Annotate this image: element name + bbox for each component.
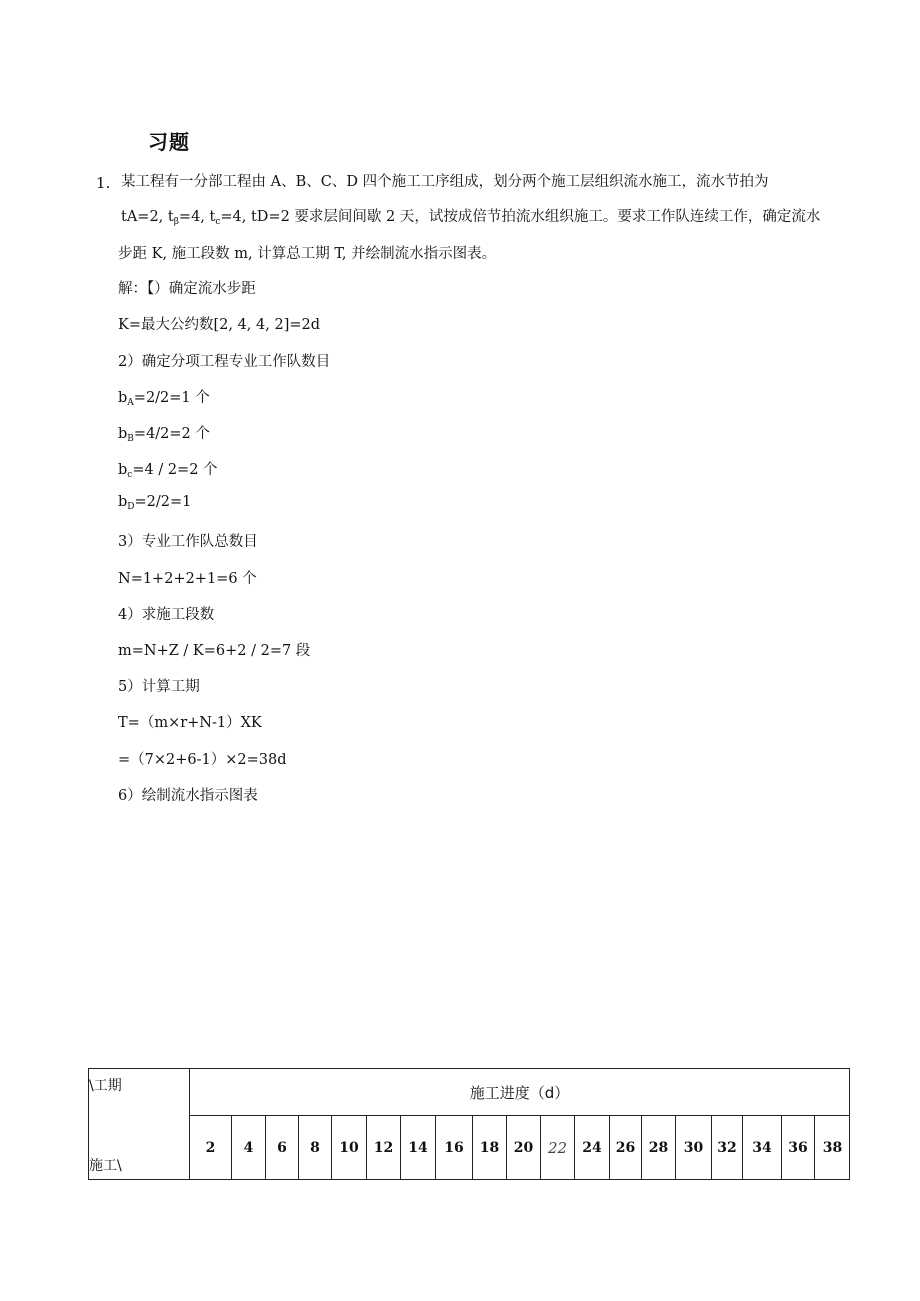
solution-t-result: =（7×2+6-1）×2=38d — [118, 752, 287, 768]
progress-header: 施工进度（d） — [190, 1069, 849, 1116]
solution-step-3: 3）专业工作队总数目 — [118, 534, 258, 550]
page-title: 习题 — [148, 130, 190, 154]
problem-text-line-1: 某工程有一分部工程由 A、B、C、D 四个施工工序组成，划分两个施工层组织流水施工，流水节拍为 — [121, 174, 769, 190]
day-cell-6: 6 — [265, 1116, 298, 1179]
solution-k-formula: K=最大公约数[2, 4, 4, 2]=2d — [118, 317, 321, 333]
solution-step-2: 2）确定分项工程专业工作队数目 — [118, 354, 331, 370]
corner-label-duration: \工期 — [89, 1078, 122, 1094]
day-cell-26: 26 — [609, 1116, 641, 1179]
problem-number: 1. — [96, 174, 111, 192]
solution-step-5: 5）计算工期 — [118, 679, 200, 695]
solution-b-a: $b_A=2/2=1$ 个 — [118, 390, 210, 408]
problem-text-line-2: tA=2, $t_\beta=4$, $t_c=4$, tD=2 要求层间间歇 2 天，试按成倍节拍流水组织施工。要求工作队连续工作，确定流水 — [121, 209, 821, 227]
day-cell-8: 8 — [298, 1116, 331, 1179]
day-cell-10: 10 — [331, 1116, 366, 1179]
schedule-table — [88, 1068, 850, 1180]
solution-m-formula: m=N+Z / K=6+2 / 2=7 段 — [118, 643, 311, 659]
day-cell-36: 36 — [781, 1116, 814, 1179]
day-cell-16: 16 — [435, 1116, 472, 1179]
day-cell-28: 28 — [641, 1116, 675, 1179]
solution-intro: 解：【）确定流水步距 — [118, 281, 256, 297]
corner-label-construction: 施工\ — [89, 1158, 122, 1174]
solution-step-4: 4）求施工段数 — [118, 607, 215, 623]
day-row — [190, 1116, 849, 1179]
day-cell-22: 22 — [540, 1116, 574, 1179]
problem-text-line-3: 步距 K, 施工段数 m, 计算总工期 T, 并绘制流水指示图表。 — [118, 246, 497, 262]
corner-cell — [89, 1069, 190, 1179]
solution-b-d: $b_D=2/2=1$ — [118, 494, 192, 512]
solution-b-b: $b_B=4/2=2$ 个 — [118, 426, 210, 444]
solution-n-formula: N=1+2+2+1=6 个 — [118, 571, 257, 587]
day-cell-34: 34 — [742, 1116, 781, 1179]
solution-t-formula: T=（m×r+N-1）XK — [118, 715, 262, 731]
day-cell-18: 18 — [472, 1116, 506, 1179]
solution-step-6: 6）绘制流水指示图表 — [118, 788, 258, 804]
day-cell-38: 38 — [814, 1116, 850, 1179]
day-cell-4: 4 — [231, 1116, 265, 1179]
day-cell-30: 30 — [675, 1116, 711, 1179]
day-cell-32: 32 — [711, 1116, 742, 1179]
day-cell-12: 12 — [366, 1116, 400, 1179]
day-cell-14: 14 — [400, 1116, 435, 1179]
day-cell-20: 20 — [506, 1116, 540, 1179]
day-cell-24: 24 — [574, 1116, 609, 1179]
solution-b-c: $b_c=4 / 2=2$ 个 — [118, 462, 218, 480]
day-cell-2: 2 — [205, 1139, 216, 1156]
